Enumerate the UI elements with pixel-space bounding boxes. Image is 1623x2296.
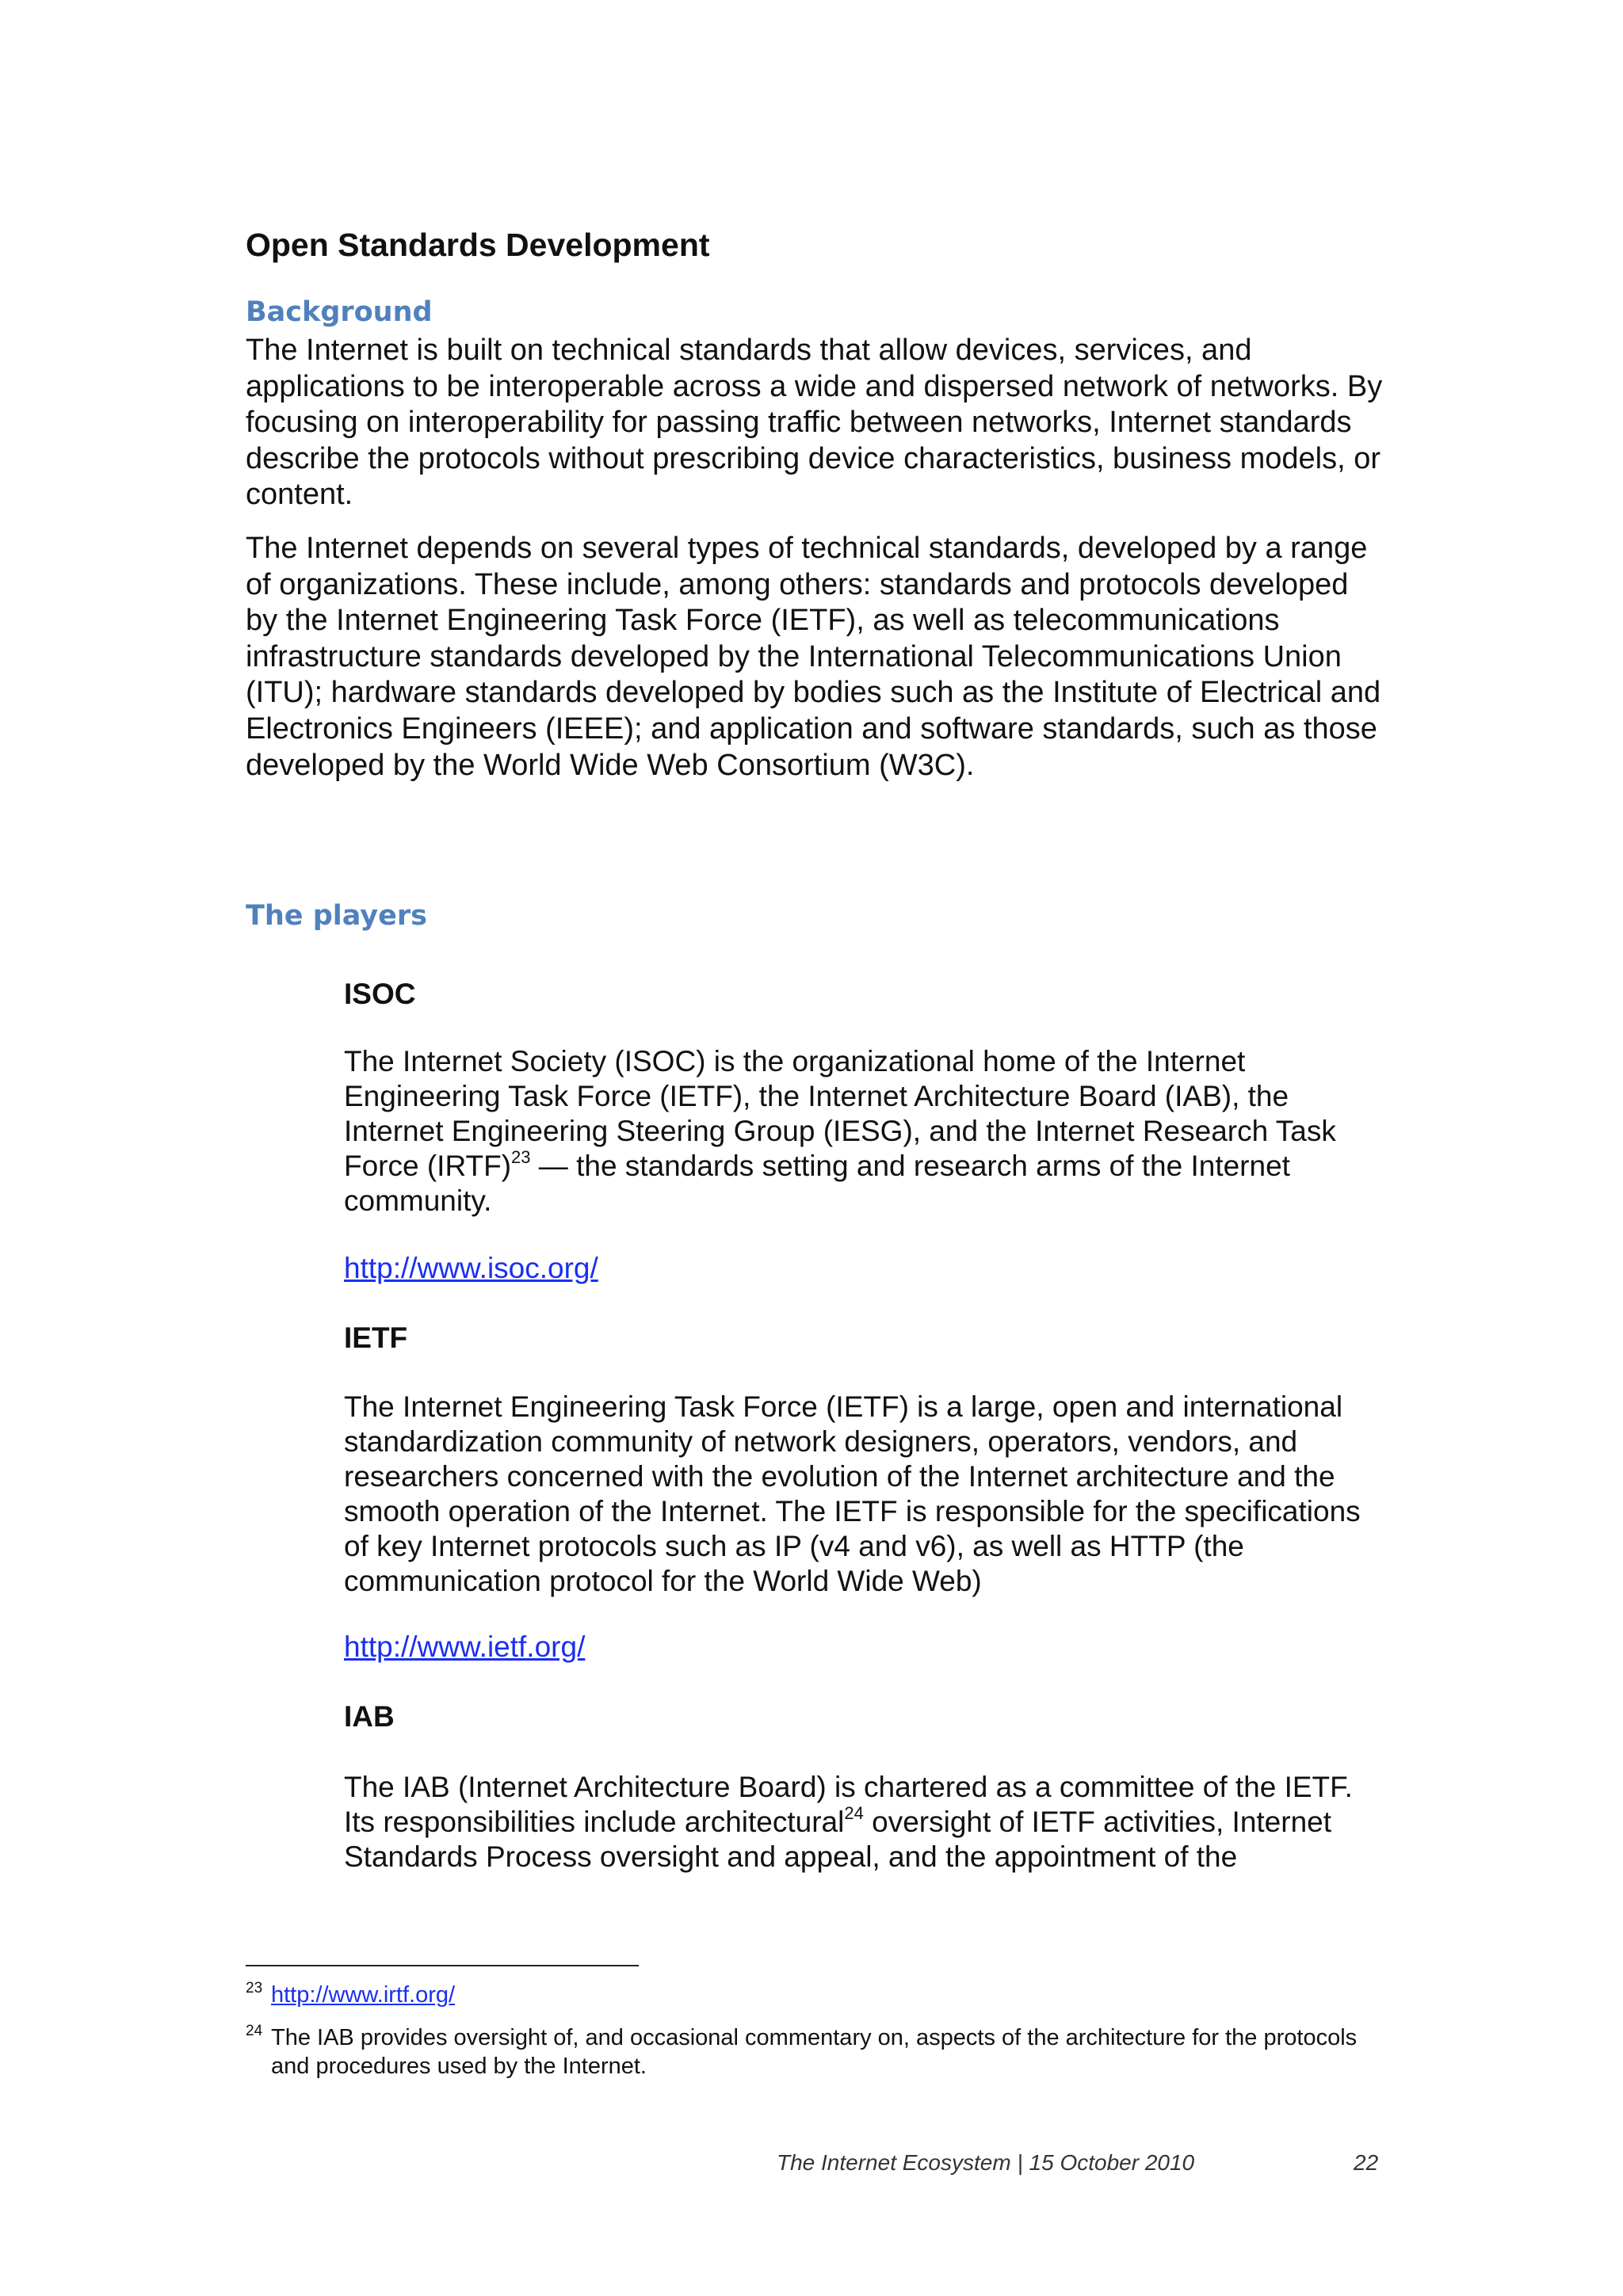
background-paragraph-1: The Internet is built on technical standards that allow devices, services, and applications to be interoperable across a wide and dispersed network of networks. By focusing on interoperability for passing traffic between networks, Internet standards describe the protocols without prescribing device characteristics, business models, or content. xyxy=(246,334,1383,512)
footnote-24-text: The IAB provides oversight of, and occasional commentary on, aspects of the architecture for the protocols and procedures used by the Internet. xyxy=(271,2025,1358,2079)
isoc-text: The Internet Society (ISOC) is the organizational home of the Internet Engineering Task Force (IETF), the Internet Architecture Board (IAB), the Internet Engineering Steering Group (IESG), and the Internet Research Task Force (IRTF) xyxy=(344,1045,1336,1182)
ietf-heading: IETF xyxy=(344,1322,408,1354)
isoc-link[interactable]: http://www.isoc.org/ xyxy=(344,1252,598,1284)
background-paragraph-2: The Internet depends on several types of technical standards, developed by a range of organizations. These include, among others: standards and protocols developed by the Internet Engineering Task Force (IETF), as well as telecommunications infrastructure standards developed by the International Telecommunications Union (ITU); hardware standards developed by bodies such as the Institute of Electrical and Electronics Engineers (IEEE); and application and software standards, such as those developed by the World Wide Web Consortium (W3C). xyxy=(246,532,1381,782)
players-heading: The players xyxy=(246,900,427,932)
background-heading: Background xyxy=(246,296,433,328)
footnote-23-link[interactable]: http://www.irtf.org/ xyxy=(271,1982,456,2008)
footnote-ref-24[interactable]: 24 xyxy=(844,1803,864,1823)
footer-title: The Internet Ecosystem | 15 October 2010 xyxy=(777,2150,1195,2175)
isoc-description xyxy=(344,1044,1390,1219)
ietf-description: The Internet Engineering Task Force (IETF) is a large, open and international standardization community of network designers, operators, vendors, and researchers concerned with the evolution of the Internet architecture and the smooth operation of the Internet. The IETF is responsible for the specifications of key Internet protocols such as IP (v4 and v6), as well as HTTP (the communication protocol for the World Wide Web) xyxy=(344,1390,1361,1597)
isoc-heading: ISOC xyxy=(344,978,416,1010)
footnote-number: 24 xyxy=(246,2023,263,2039)
section-heading: Open Standards Development xyxy=(246,227,710,263)
iab-text-cont: oversight of IETF activities, Internet Standards Process oversight and appeal, and the appointment of the xyxy=(344,1806,1332,1873)
iab-heading: IAB xyxy=(344,1700,395,1733)
ietf-link[interactable]: http://www.ietf.org/ xyxy=(344,1630,586,1663)
document-page xyxy=(246,0,1383,2296)
footnote-24 xyxy=(246,2023,1379,2079)
footnote-number: 23 xyxy=(246,1980,263,1997)
footnote-23 xyxy=(246,1981,1379,2009)
page-number: 22 xyxy=(1354,2150,1379,2175)
isoc-text-cont: — the standards setting and research arms of the Internet community. xyxy=(344,1150,1290,1217)
iab-text: The IAB (Internet Architecture Board) is chartered as a committee of the IETF. Its responsibilities include architectural xyxy=(344,1771,1353,1838)
footnote-ref-23[interactable]: 23 xyxy=(511,1147,531,1167)
iab-description xyxy=(344,1770,1390,1875)
footnote-divider xyxy=(246,1965,639,1966)
